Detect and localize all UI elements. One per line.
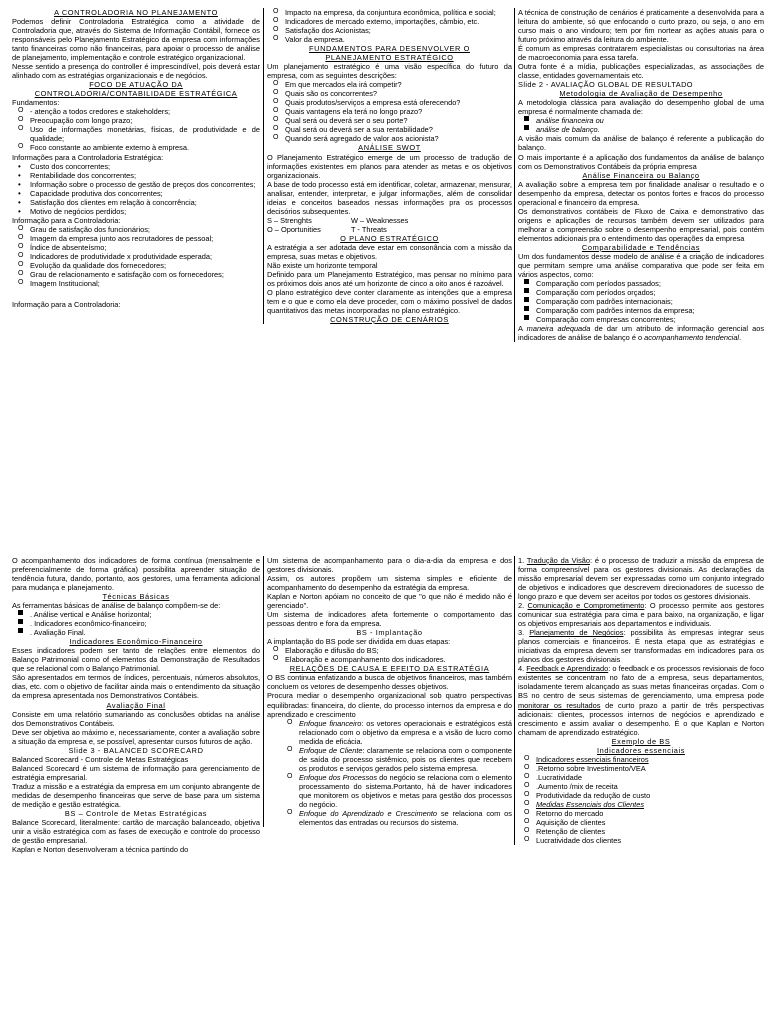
list-item: O Enfoque de Cliente: claramente se relaciona com o componente de saída do processo sistêmico, pois os clientes que recebem os produtos e serviços gerados pelo sistema empresa. xyxy=(287,745,512,773)
section-title: Avaliação Final xyxy=(106,700,166,710)
list-item: O Índice de absenteísmo; xyxy=(18,242,107,252)
paragraph: Balanced Scorecard - Controle de Metas Estratégicas xyxy=(12,754,189,764)
section-title: CONTROLADORIA/CONTABILIDADE ESTRATÉGICA xyxy=(34,89,238,99)
paragraph: Esses indicadores podem ser tanto de relações entre elementos do Balanço Patrimonial como of elementos da Demonstração de Resultados que se relacional com o Balanço Patrimonial. xyxy=(12,646,260,674)
circle-bullet-icon: O xyxy=(524,790,530,798)
dot-bullet-icon: • xyxy=(18,179,21,189)
dot-bullet-icon: • xyxy=(18,161,21,171)
list-item: O Valor da empresa. xyxy=(273,35,345,45)
label: Informações para a Controladoria Estratégica: xyxy=(12,152,164,162)
paragraph: 2. Comunicação e Comprometimento: O processo permite aos gestores comunicar sua estratégia para cima e para baixo, na organização, e ligar os objetivos empresariais aos departamentos e individuais. xyxy=(518,601,765,629)
list-item: O Indicadores essenciais financeiros xyxy=(524,754,649,764)
list-item: O Produtividade da redução de custo xyxy=(524,790,651,800)
section-title: CONSTRUÇÃO DE CENÁRIOS xyxy=(330,315,449,325)
list-item: O Lucratividade dos clientes xyxy=(524,835,622,845)
list-item: O Retorno do mercado xyxy=(524,808,604,818)
square-bullet-icon xyxy=(524,125,529,130)
circle-bullet-icon: O xyxy=(524,808,530,816)
circle-bullet-icon: O xyxy=(273,107,279,115)
paragraph: Deve ser objetiva ao máximo e, necessariamente, conter a avaliação sobre a situação da empresa e, se possível, apresentar cursos futuros de ação. xyxy=(12,727,260,746)
paragraph: 4. Feedback e Aprendizado: o feedback e os processos revisionais de foco existentes se concentram no fato de a empresa, seus departamentos, isoladamente terem alcançado as suas metas financeiras orçadas. Com o BS no centro de seus sistemas de gerenciamento, uma empresa pode monitorar os resultados de curto prazo a partir de três perspectivas adicionais: clientes, processos internos de negócios e aprendizado e crescimento e assim avaliar o desempenho. É o que Kaplan e Norton chamam de aprendizado estratégico. xyxy=(518,664,765,737)
paragraph: Os demonstrativos contábeis de Fluxo de Caixa e demonstrativo das origens e aplicações de recursos também devem ser utilizados para melhorar a compreensão sobre o desempenho empresarial, pois contém elementos adicionais pra o entendimento das operações da empresa xyxy=(518,206,764,243)
list-item: O Enfoque financeiro: os vetores operacionais e estratégicos está relacionado com o objetivo da empresa e a visão de lucro como medida de eficácia. xyxy=(287,718,512,746)
circle-bullet-icon: O xyxy=(273,646,279,654)
square-bullet-icon xyxy=(524,297,529,302)
circle-bullet-icon: O xyxy=(18,269,24,277)
circle-bullet-icon: O xyxy=(18,233,24,241)
paragraph: O mais importante é a aplicação dos fundamentos da análise de balanço com os Demonstrativos Contábeis da própria empresa xyxy=(518,152,764,171)
top-column-3 xyxy=(514,8,764,342)
page-bottom xyxy=(0,552,768,1024)
circle-bullet-icon: O xyxy=(524,772,530,780)
paragraph: Assim, os autores propõem um sistema simples e eficiente de acompanhamento do desempenho da estratégia da empresa. xyxy=(267,574,512,593)
list-item: O Medidas Essenciais dos Clientes xyxy=(524,799,645,809)
section-title: FOCO DE ATUAÇÃO DA xyxy=(89,80,183,90)
circle-bullet-icon: O xyxy=(273,98,279,106)
list-item: • Custo dos concorrentes; xyxy=(18,161,111,171)
paragraph: Procura mediar o desempenho organizacional sob quatro perspectivas equilibradas: financeira, do cliente, do processo internos da empresa e do aprendizado e crescimento xyxy=(267,691,512,719)
section-title: O PLANO ESTRATÉGICO xyxy=(340,233,439,243)
list-item: O Satisfação dos Acionistas; xyxy=(273,26,371,36)
list-item: O Qual será ou deverá ser a sua rentabilidade? xyxy=(273,125,433,135)
section-title: BS - Implantação xyxy=(356,628,423,638)
circle-bullet-icon: O xyxy=(287,808,293,816)
section-title: Análise Financeira ou Balanço xyxy=(582,170,700,180)
paragraph: É comum as empresas contratarem especialistas ou consultorias na área de macroeconomia para essa tarefa. xyxy=(518,44,764,63)
paragraph: Nesse sentido a presença do controller é imprescindível, pois deverá estar alinhado com as estratégias organizacionais e de negócios. xyxy=(12,62,260,81)
list-item: O Grau de relacionamento e satisfação com os fornecedores; xyxy=(18,269,224,279)
circle-bullet-icon: O xyxy=(273,8,279,15)
list-item: . Avaliação Final. xyxy=(12,628,260,637)
label: Informação para a Controladoria: xyxy=(12,215,121,225)
paragraph: A metodologia clássica para avaliação do desempenho global de uma empresa é normalmente chamada de: xyxy=(518,98,764,117)
list-item: O Impacto na empresa, da conjuntura econômica, política e social; xyxy=(273,8,496,17)
circle-bullet-icon: O xyxy=(18,224,24,232)
list-item: O Foco constante ao ambiente externo à empresa. xyxy=(18,143,189,153)
paragraph: Um sistema de acompanhamento para o dia-a-dia da empresa e dos gestores divisionais. xyxy=(267,556,512,575)
paragraph: A base de todo processo está em identificar, coletar, armazenar, mensurar, analisar, entender, interpretar, e julgar informações, além de consolidar ideias e conceitos baseados nessas informações pra os processos decisórios subsequentes. xyxy=(267,179,512,216)
paragraph: Kaplan e Norton apóiam no conceito de que "o que não é medido não é gerenciado". xyxy=(267,592,512,611)
section-title: Técnicas Básicas xyxy=(102,592,170,602)
paragraph: Balanced Scorecard é um sistema de informação para gerenciamento de estratégia empresarial. xyxy=(12,763,260,782)
paragraph: Podemos definir Controladoria Estratégica como a atividade de Controladoria que, através do Sistema de Informação Contábil, fornece os responsáveis pelo Planejamento Estratégico da empresa com informações tanto financeiras como não financeiras, para apoiar o processo de análise de planejamento, implementação e controle estratégico organizacional. xyxy=(12,17,260,63)
list-item: O Quando será agregado de valor aos acionista? xyxy=(273,134,439,144)
square-bullet-icon xyxy=(18,610,23,615)
paragraph: Kaplan e Norton desenvolveram a técnica partindo do xyxy=(12,845,189,854)
top-column-2 xyxy=(263,8,512,324)
circle-bullet-icon: O xyxy=(524,781,530,789)
circle-bullet-icon: O xyxy=(287,718,293,726)
circle-bullet-icon: O xyxy=(273,125,279,133)
slide-heading: Slide 3 - BALANCED SCORECARD xyxy=(68,745,204,755)
fundamentos-list xyxy=(12,107,260,152)
list-item: . Análise vertical e Análise horizontal; xyxy=(12,610,260,619)
list-item: O Aquisição de clientes xyxy=(524,817,606,827)
dot-bullet-icon: • xyxy=(18,206,21,216)
circle-bullet-icon: O xyxy=(273,116,279,124)
list-item: O Preocupação com longo prazo; xyxy=(18,116,133,126)
info2-list xyxy=(12,225,260,288)
list-item: Comparação com empresas concorrentes; xyxy=(518,315,764,324)
square-bullet-icon xyxy=(524,315,529,320)
exemplo-list xyxy=(518,755,764,845)
section-title: FUNDAMENTOS PARA DESENVOLVER O xyxy=(309,44,470,54)
enfoques-list xyxy=(281,719,512,827)
section-title: ANÁLISE SWOT xyxy=(358,143,421,153)
square-bullet-icon xyxy=(524,116,529,121)
section-title: Indicadores Econômico-Financeiro xyxy=(69,637,203,647)
list-item: análise de balanço. xyxy=(518,125,764,134)
bottom-column-2 xyxy=(263,556,512,827)
list-item: • Rentabilidade dos concorrentes; xyxy=(18,170,136,180)
paragraph: A técnica de construção de cenários é praticamente a desenvolvida para a leitura do ambiente, só que enfocando o curto prazo, ou seja, o ano em curso mais o ano vindouro; tem por fim nortear as ações atuais para o futuro próximo através da leitura do ambiente. xyxy=(518,8,764,45)
paragraph: Outra fonte é a mídia, publicações especializadas, as associações de classe, entidades governamentais etc. xyxy=(518,62,764,81)
swot-s: S – Strenghts xyxy=(267,215,312,225)
bottom-column-1 xyxy=(12,556,260,854)
list-item: O - atenção a todos credores e stakeholders; xyxy=(18,107,171,117)
page-gap xyxy=(0,540,768,552)
list-item: Comparação com períodos passados; xyxy=(518,279,764,288)
paragraph: O acompanhamento dos indicadores de forma contínua (mensalmente e preferencialmente de forma gráfica) possibilita apreender situação de tendência futura, dando, portanto, aos gestores, uma ferramenta adicional para mudança e planejamento. xyxy=(12,556,260,593)
paragraph: 3. Planejamento de Negócios: possibilita às empresas integrar seus planos comerciais e financeiros. É nesta etapa que as estratégias e iniciativas da empresa devem ser transformadas em indicadores para os planos dos gestores divisionais xyxy=(518,628,765,665)
paragraph: São apresentados em termos de índices, percentuais, números absolutos, dias, etc. com o objetivo de facilitar ainda mais o entendimento da situação da empresa apresentada nos Demonstrativos Contábeis. xyxy=(12,673,260,701)
bottom-column-3 xyxy=(514,556,764,845)
list-item: O Elaboração e acompanhamento dos indicadores. xyxy=(273,655,446,665)
paragraph: A maneira adequada de dar um atributo de informação gerencial aos indicadores de análise de balanço é o acompanhamento tendencial. xyxy=(518,324,765,343)
slide-heading: Slide 2 - AVALIAÇÃO GLOBAL DE RESULTADO xyxy=(518,80,693,90)
metodologia-list xyxy=(518,116,764,134)
questions-list xyxy=(267,80,512,143)
list-item: • Motivo de negócios perdidos; xyxy=(18,206,127,216)
circle-bullet-icon: O xyxy=(273,655,279,663)
paragraph: A implantação do BS pode ser dividida em duas etapas: xyxy=(267,637,451,647)
dot-bullet-icon: • xyxy=(18,197,21,207)
list-item: O Grau de satisfação dos funcionários; xyxy=(18,224,150,234)
section-title: BS – Controle de Metas Estratégicas xyxy=(64,808,208,818)
swot-row xyxy=(267,216,512,225)
list-item: Comparação com padrões internacionais; xyxy=(518,297,764,306)
list-item: • Informação sobre o processo de gestão de preços dos concorrentes; xyxy=(18,179,256,189)
section-title: Exemplo de BS xyxy=(611,736,671,746)
section-title: A CONTROLADORIA NO PLANEJAMENTO xyxy=(54,8,218,17)
section-title: PLANEJAMENTO ESTRATÉGICO xyxy=(325,53,454,63)
circle-bullet-icon: O xyxy=(287,772,293,780)
list-item: . Indicadores econômico-financeiro; xyxy=(12,619,260,628)
list-item: O Imagem Institucional; xyxy=(18,278,100,288)
list-item: O Imagem da empresa junto aos recrutadores de pessoal; xyxy=(18,233,214,243)
circle-bullet-icon: O xyxy=(273,17,279,25)
list-item: O Evolução da qualidade dos fornecedores; xyxy=(18,260,167,270)
circle-bullet-icon: O xyxy=(18,260,24,268)
list-item: Comparação com períodos orçados; xyxy=(518,288,764,297)
list-item: O .Aumento /mix de receita xyxy=(524,781,618,791)
paragraph: Não existe um horizonte temporal xyxy=(267,260,378,270)
circle-bullet-icon: O xyxy=(273,80,279,88)
list-item: O Indicadores de mercado externo, importações, câmbio, etc. xyxy=(273,17,480,27)
section-title: Metodologia de Avaliação de Desempenho xyxy=(559,89,723,99)
label: Fundamentos: xyxy=(12,98,60,108)
list-item: O Quais produtos/serviços a empresa está oferecendo? xyxy=(273,98,461,108)
list-item: O Em que mercados ela irá competir? xyxy=(273,80,402,90)
list-item: O Uso de informações monetárias, físicas, de produtividade e de qualidade; xyxy=(18,125,260,144)
circle-bullet-icon: O xyxy=(18,143,24,151)
dot-bullet-icon: • xyxy=(18,188,21,198)
circle-bullet-icon: O xyxy=(287,745,293,753)
list-item: O Enfoque dos Processos do negócio se relaciona com o elemento processamento do sistema.Portanto, há de haver indicadores que monitorem os objetivos e metas para gestão dos processos do negócio. xyxy=(287,772,512,809)
square-bullet-icon xyxy=(18,619,23,624)
square-bullet-icon xyxy=(18,628,23,633)
list-item: • Satisfação dos clientes em relação à concorrência; xyxy=(18,197,197,207)
circle-bullet-icon: O xyxy=(273,35,279,43)
paragraph: O Planejamento Estratégico emerge de um processo de tradução de informações existentes em planos para atender as metas e os objetivos organizacionais. xyxy=(267,152,512,180)
top-column-1 xyxy=(12,8,260,309)
paragraph: 1. Tradução da Visão: é o processo de traduzir a missão da empresa de forma compreensível para os gestores divisionais. As declarações da missão empresarial devem ser expressadas como um conjunto integrado de objetivos e indicadores que descrevem direcionadores de sucesso de longo prazo e que devem ser aceitos por todos os gestores divisionais. xyxy=(518,556,764,602)
circle-bullet-icon: O xyxy=(273,26,279,34)
list-item: O .Retorno sobre Investimento/VEA xyxy=(524,763,646,773)
square-bullet-icon xyxy=(524,288,529,293)
circle-bullet-icon: O xyxy=(273,134,279,142)
list-item: O Enfoque do Aprendizado e Crescimento se relaciona com os elementos das entradas ou recursos do sistema. xyxy=(287,808,512,827)
comparison-list xyxy=(518,279,764,324)
paragraph: Consiste em uma relatório sumariando as conclusões obtidas na análise dos Demonstrativos Contábeis. xyxy=(12,709,260,728)
paragraph: Balance Scorecard, literalmente: cartão de marcação balanceado, objetiva unir a visão estratégica com as fases de execução e controle do processo de gestão empresarial. xyxy=(12,817,260,845)
circle-bullet-icon: O xyxy=(18,278,24,286)
circle-bullet-icon: O xyxy=(524,754,530,762)
circle-bullet-icon: O xyxy=(18,125,24,133)
circle-bullet-icon: O xyxy=(273,89,279,97)
paragraph: Traduz a missão e a estratégia da empresa em um conjunto abrangente de medidas de desempenho financeiras que serve de base para um sistema de medição e gestão estratégica. xyxy=(12,781,260,809)
paragraph: O plano estratégico deve conter claramente as intenções que a empresa tem e o que e como ela deve proceder, com o máximo possível de dados quantitativos das metas incorporadas no plano estratégico. xyxy=(267,287,512,316)
list-item: O Qual será ou deverá ser o seu porte? xyxy=(273,116,408,126)
info-list xyxy=(12,162,260,216)
list-item: Comparação com padrões internos da empresa; xyxy=(518,306,764,315)
paragraph: Um planejamento estratégico é uma visão específica do futuro da empresa, com as seguintes descrições: xyxy=(267,62,512,81)
label: Informação para a Controladoria: xyxy=(12,299,121,309)
list-item: O Elaboração e difusão do BS; xyxy=(273,646,379,656)
list-item: O .Lucratividade xyxy=(524,772,583,782)
circle-bullet-icon: O xyxy=(18,107,24,115)
paragraph: Um sistema de indicadores afeta fortemente o comportamento das pessoas dentro e fora da empresa. xyxy=(267,610,512,629)
circle-bullet-icon: O xyxy=(524,799,530,807)
tecnicas-list xyxy=(12,610,260,637)
list-item: O Quais vantagens ela terá no longo prazo? xyxy=(273,107,423,117)
square-bullet-icon xyxy=(524,306,529,311)
circle-bullet-icon: O xyxy=(524,835,530,843)
list-item: O Quais são os concorrentes? xyxy=(273,89,378,99)
list-item: análise financeira ou xyxy=(518,116,764,125)
swot-row xyxy=(267,225,512,234)
paragraph: O BS continua enfatizando a busca de objetivos financeiros, mas também concluem os vetores de desempenho desses objetivos. xyxy=(267,673,512,692)
circle-bullet-icon: O xyxy=(18,116,24,124)
circle-bullet-icon: O xyxy=(524,763,530,771)
implantacao-list xyxy=(267,646,512,664)
impact-list xyxy=(267,8,512,44)
paragraph: A avaliação sobre a empresa tem por finalidade analisar o resultado e o desempenho da empresa, detectar os pontos fortes e fracos do processo operacional e financeiro da empresa. xyxy=(518,179,764,207)
section-title: RELAÇÕES DE CAUSA E EFEITO DA ESTRATÉGIA xyxy=(289,664,490,674)
list-item: O Retenção de clientes xyxy=(524,826,606,836)
square-bullet-icon xyxy=(524,279,529,284)
paragraph: Um dos fundamentos desse modelo de análise é a criação de indicadores que permitam sempre uma análise comparativa que pode ser feita em vários aspectos, como: xyxy=(518,251,764,279)
paragraph: Definido para um Planejamento Estratégico, mas pensar no mínimo para os próximos dois anos até um horizonte de cinco a oito anos é razoável. xyxy=(267,269,512,288)
circle-bullet-icon: O xyxy=(524,817,530,825)
circle-bullet-icon: O xyxy=(18,242,24,250)
list-item: • Capacidade produtiva dos concorrentes; xyxy=(18,188,163,198)
swot-t: T - Threats xyxy=(351,224,387,234)
paragraph: As ferramentas básicas de análise de balanço compõem-se de: xyxy=(12,601,221,611)
list-item: O Indicadores de produtividade x produtividade esperada; xyxy=(18,251,213,261)
swot-w: W – Weaknesses xyxy=(351,215,409,225)
circle-bullet-icon: O xyxy=(18,251,24,259)
section-subtitle: Indicadores essenciais xyxy=(597,745,685,755)
section-title: Comparabilidade e Tendências xyxy=(581,242,701,252)
circle-bullet-icon: O xyxy=(524,826,530,834)
paragraph: A estratégia a ser adotada deve estar em consonância com a missão da empresa, suas metas e objetivos. xyxy=(267,242,512,261)
swot-o: O – Oportunities xyxy=(267,224,321,234)
paragraph: A visão mais comum da análise de balanço é referente a publicação do balanço. xyxy=(518,134,764,153)
dot-bullet-icon: • xyxy=(18,170,21,180)
